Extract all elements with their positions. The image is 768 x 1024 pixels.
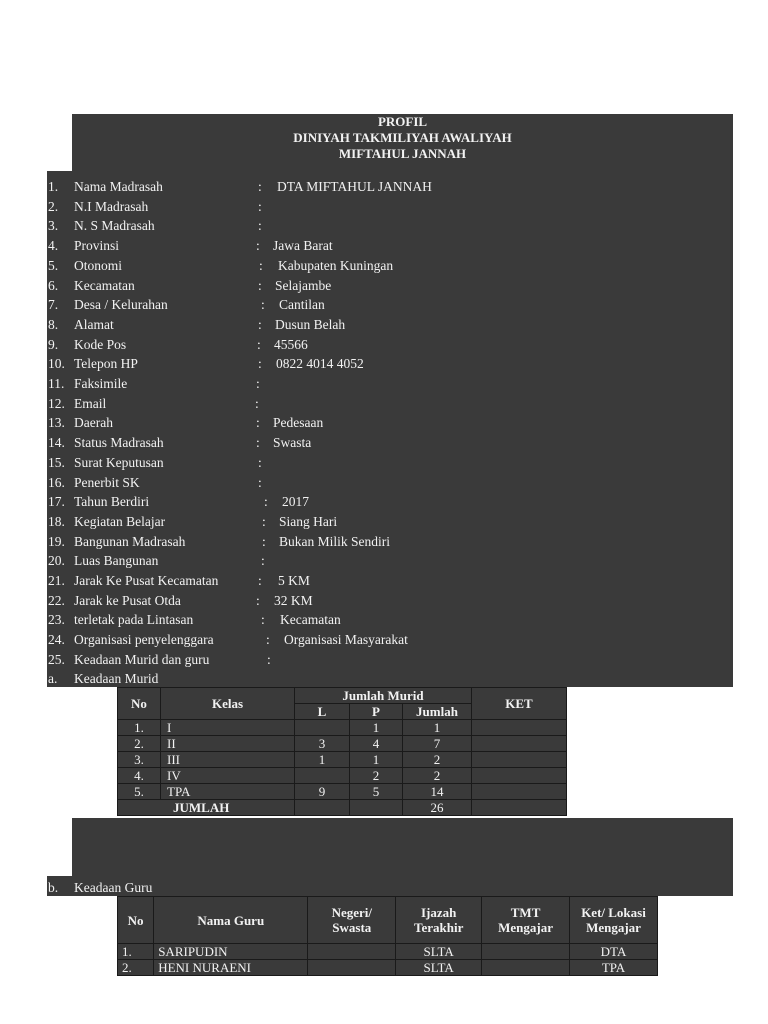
profile-row-colon: : [261,553,265,569]
profile-row-value: Siang Hari [279,513,338,529]
profile-row-colon: : [261,297,265,313]
profile-row-number: 1. [48,179,59,194]
title-profil: PROFIL [377,114,428,129]
profile-row-colon: : [262,513,266,529]
profile-row-label: Email [74,395,107,411]
murid-cell-p: 1 [350,752,403,768]
total-ket [472,800,567,816]
murid-row [118,784,567,800]
guru-header-negeri: Negeri/ Swasta [308,897,396,944]
total-row [118,800,567,816]
profile-row-value: 5 KM [278,573,310,588]
header-l: L [295,704,350,720]
murid-cell-ket [472,768,567,784]
murid-cell-l [295,768,350,784]
profile-row-label: Surat Keputusan [74,454,164,470]
profile-row-colon: : [267,651,271,667]
murid-row [118,768,567,784]
profile-row-colon: : [256,592,260,608]
profile-row-label: Jarak ke Pusat Otda [74,592,181,608]
profile-row-label: N.I Madrasah [74,198,149,214]
section-a-label: Keadaan Murid [74,671,159,686]
profile-row-colon: : [258,573,262,588]
guru-cell-tmt [482,944,570,960]
profile-row-label: Tahun Berdiri [74,494,150,510]
total-l [295,800,350,816]
murid-cell-kelas: III [161,752,295,768]
profile-row-label: Desa / Kelurahan [74,297,168,313]
header-jumlah: Jumlah [403,704,472,720]
profile-row-number: 22. [48,592,65,608]
guru-row [118,944,658,960]
guru-header-nama: Nama Guru [154,897,308,944]
profile-row-number: 11. [48,376,65,391]
profile-row-value: Bukan Milik Sendiri [279,533,390,549]
guru-cell-ket: TPA [570,960,658,976]
profile-row-value: Pedesaan [273,415,324,431]
murid-cell-l [295,720,350,736]
profile-row-number: 24. [48,632,65,648]
profile-row-number: 13. [48,415,65,431]
profile-row-colon: : [258,454,262,470]
profile-row-value: 45566 [274,336,308,352]
profile-row-label: Kegiatan Belajar [74,513,166,529]
profile-row-number: 23. [48,612,65,628]
profile-row-value: DTA MIFTAHUL JANNAH [277,179,432,194]
section-b-number: b. [48,880,59,895]
header-no: No [118,688,161,720]
header-p: P [350,704,403,720]
profile-row-colon: : [262,533,266,549]
header-kelas: Kelas [161,688,295,720]
guru-header-no: No [118,897,154,944]
murid-cell-ket [472,784,567,800]
profile-row-value: Kecamatan [280,612,341,628]
guru-cell-nama: SARIPUDIN [154,944,308,960]
profile-row-number: 18. [48,513,65,529]
murid-cell-kelas: IV [161,768,295,784]
profile-row-label: Keadaan Murid dan guru [74,651,210,667]
profile-row-colon: : [258,179,262,194]
profile-row-number: 4. [48,238,59,254]
murid-row [118,752,567,768]
profile-row-colon: : [256,238,260,254]
profile-row-colon: : [264,494,268,510]
murid-cell-no: 3. [118,752,161,768]
profile-row-number: 9. [48,336,59,352]
profile-row-number: 10. [48,356,65,372]
profile-row-label: Provinsi [74,238,120,254]
guru-cell-ijazah: SLTA [396,944,482,960]
murid-cell-jumlah: 1 [403,720,472,736]
profile-row-colon: : [258,316,262,332]
profile-row-colon: : [256,435,260,451]
profile-row-value: Jawa Barat [273,238,333,254]
header-jumlah-murid: Jumlah Murid [295,688,472,704]
profile-row-label: Luas Bangunan [74,553,159,569]
total-value: 26 [403,800,472,816]
profile-row-number: 3. [48,218,59,234]
murid-cell-kelas: TPA [161,784,295,800]
total-label: JUMLAH [118,800,295,816]
section-a-number: a. [48,671,58,686]
murid-cell-no: 4. [118,768,161,784]
profile-row-value: Kabupaten Kuningan [278,257,394,273]
profile-row-number: 14. [48,435,65,451]
murid-cell-jumlah: 14 [403,784,472,800]
profile-row-colon: : [259,257,263,273]
section-b-label: Keadaan Guru [74,880,153,895]
profile-row-number: 25. [48,651,65,667]
guru-cell-ijazah: SLTA [396,960,482,976]
profile-row-label: Kode Pos [74,336,127,352]
murid-cell-l: 9 [295,784,350,800]
profile-row-value: Organisasi Masyarakat [284,632,408,648]
murid-cell-ket [472,720,567,736]
guru-table [117,896,658,976]
guru-cell-no: 1. [118,944,154,960]
guru-cell-ket: DTA [570,944,658,960]
profile-row-colon: : [258,356,262,372]
profile-row-label: Alamat [74,316,114,332]
guru-cell-negeri [308,960,396,976]
guru-cell-nama: HENI NURAENI [154,960,308,976]
profile-row-label: N. S Madrasah [74,218,155,234]
title-school-name: MIFTAHUL JANNAH [338,146,467,161]
murid-table [117,687,567,816]
profile-row-label: Otonomi [74,257,123,273]
profile-row-label: Status Madrasah [74,435,164,451]
profile-row-value: Cantilan [279,297,325,313]
guru-header-tmt: TMT Mengajar [482,897,570,944]
profile-row-number: 16. [48,474,65,490]
murid-row [118,720,567,736]
profile-row-label: Jarak Ke Pusat Kecamatan [74,573,219,588]
profile-row-colon: : [266,632,270,648]
profile-row-value: 2017 [282,494,309,510]
murid-cell-jumlah: 7 [403,736,472,752]
profile-row-number: 12. [48,395,65,411]
murid-cell-p: 2 [350,768,403,784]
murid-cell-no: 2. [118,736,161,752]
profile-row-label: Bangunan Madrasah [74,533,186,549]
profile-row-label: Daerah [74,415,113,431]
profile-row-value: 0822 4014 4052 [276,356,364,372]
profile-row-colon: : [256,376,260,391]
profile-row-colon: : [257,336,261,352]
profile-row-colon: : [258,474,262,490]
profile-row-number: 19. [48,533,65,549]
profile-row-label: Penerbit SK [74,474,140,490]
profile-row-number: 15. [48,454,65,470]
profile-row-number: 7. [48,297,59,313]
murid-cell-jumlah: 2 [403,752,472,768]
profile-row-label: Faksimile [74,376,128,391]
murid-cell-p: 4 [350,736,403,752]
murid-cell-kelas: II [161,736,295,752]
guru-cell-negeri [308,944,396,960]
guru-cell-tmt [482,960,570,976]
profile-row-number: 20. [48,553,65,569]
profile-row-colon: : [261,612,265,628]
profile-row-value: Swasta [273,435,312,451]
profile-row-value: Dusun Belah [275,316,346,332]
guru-cell-no: 2. [118,960,154,976]
murid-row [118,736,567,752]
murid-cell-l: 1 [295,752,350,768]
profile-row-value: 32 KM [274,592,313,608]
guru-header-ijazah: Ijazah Terakhir [396,897,482,944]
profile-row-number: 5. [48,257,59,273]
profile-row-label: Telepon HP [74,356,138,372]
murid-cell-p: 1 [350,720,403,736]
profile-row-colon: : [258,218,262,234]
profile-row-number: 2. [48,198,59,214]
profile-row-number: 8. [48,316,59,332]
profile-row-colon: : [258,198,262,214]
murid-cell-ket [472,736,567,752]
profile-row-colon: : [258,277,262,293]
total-p [350,800,403,816]
title-school-type: DINIYAH TAKMILIYAH AWALIYAH [293,130,512,145]
profile-row-colon: : [255,395,259,411]
header-ket: KET [472,688,567,720]
profile-row-label: Kecamatan [74,277,135,293]
murid-cell-ket [472,752,567,768]
guru-row [118,960,658,976]
murid-cell-kelas: I [161,720,295,736]
murid-cell-no: 1. [118,720,161,736]
profile-row-number: 6. [48,277,59,293]
profile-row-number: 21. [48,573,65,588]
profile-row-label: Organisasi penyelenggara [74,632,214,648]
murid-cell-no: 5. [118,784,161,800]
murid-cell-l: 3 [295,736,350,752]
guru-header-ket: Ket/ Lokasi Mengajar [570,897,658,944]
profile-row-colon: : [256,415,260,431]
profile-list-panel [47,171,733,687]
profile-row-label: terletak pada Lintasan [74,612,194,628]
profile-row-number: 17. [48,494,65,510]
profile-row-label: Nama Madrasah [74,179,163,194]
murid-cell-p: 5 [350,784,403,800]
murid-cell-jumlah: 2 [403,768,472,784]
profile-row-value: Selajambe [275,277,332,293]
